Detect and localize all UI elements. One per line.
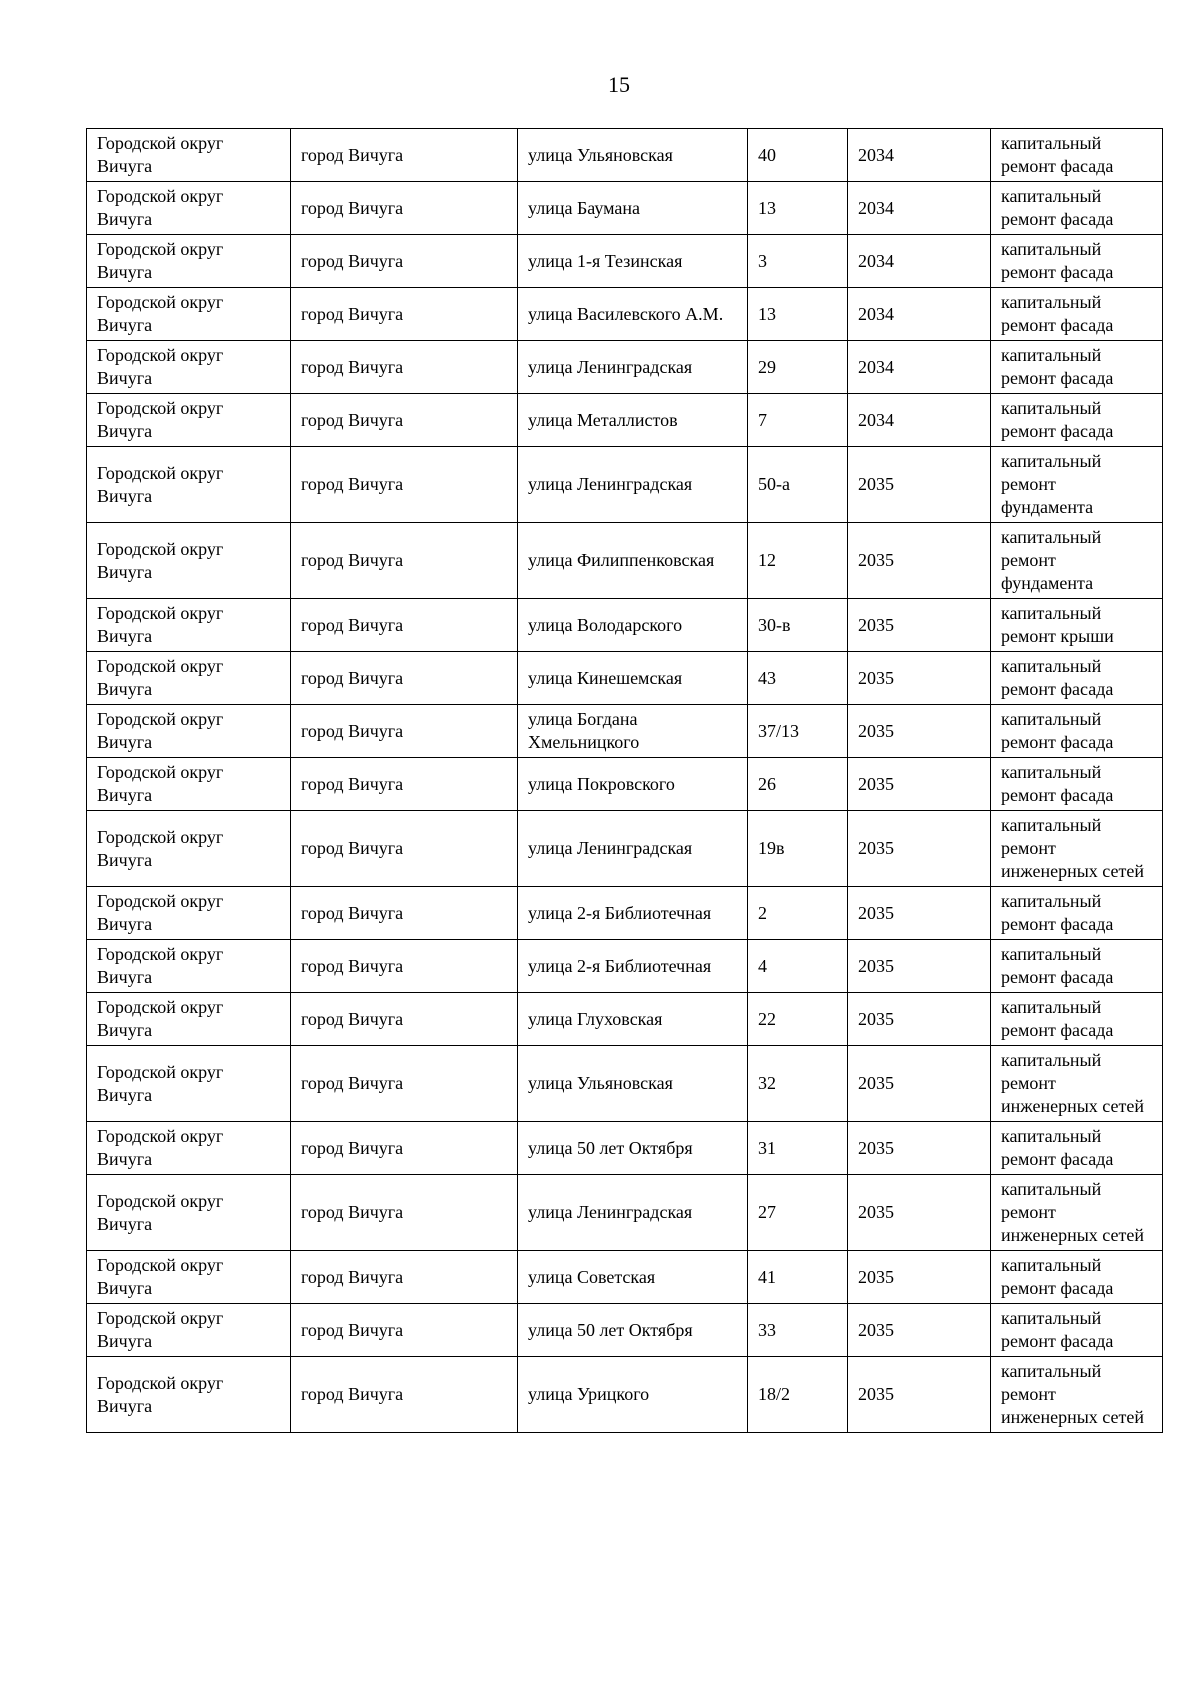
house-number-cell: 12 [748, 523, 848, 599]
district-cell: Городской округ Вичуга [87, 129, 291, 182]
work-type-cell: капитальный ремонт фасада [991, 758, 1163, 811]
year-cell: 2035 [848, 1122, 991, 1175]
work-type-cell: капитальный ремонт фасада [991, 341, 1163, 394]
street-cell: улица 1-я Тезинская [518, 235, 748, 288]
city-cell: город Вичуга [291, 235, 518, 288]
year-cell: 2035 [848, 1046, 991, 1122]
city-cell: город Вичуга [291, 129, 518, 182]
table-row [87, 394, 1163, 447]
district-cell: Городской округ Вичуга [87, 1304, 291, 1357]
city-cell: город Вичуга [291, 705, 518, 758]
work-type-cell: капитальный ремонт инженерных сетей [991, 1175, 1163, 1251]
city-cell: город Вичуга [291, 182, 518, 235]
table-row [87, 652, 1163, 705]
table-row [87, 1304, 1163, 1357]
city-cell: город Вичуга [291, 887, 518, 940]
year-cell: 2035 [848, 1175, 991, 1251]
city-cell: город Вичуга [291, 811, 518, 887]
house-number-cell: 40 [748, 129, 848, 182]
city-cell: город Вичуга [291, 341, 518, 394]
year-cell: 2035 [848, 523, 991, 599]
street-cell: улица Богдана Хмельницкого [518, 705, 748, 758]
street-cell: улица Ленинградская [518, 1175, 748, 1251]
work-type-cell: капитальный ремонт крыши [991, 599, 1163, 652]
table-row [87, 235, 1163, 288]
work-type-cell: капитальный ремонт фасада [991, 1251, 1163, 1304]
work-type-cell: капитальный ремонт фасада [991, 1122, 1163, 1175]
year-cell: 2035 [848, 811, 991, 887]
city-cell: город Вичуга [291, 1175, 518, 1251]
district-cell: Городской округ Вичуга [87, 1122, 291, 1175]
year-cell: 2035 [848, 1304, 991, 1357]
year-cell: 2035 [848, 887, 991, 940]
city-cell: город Вичуга [291, 758, 518, 811]
street-cell: улица Ленинградская [518, 811, 748, 887]
district-cell: Городской округ Вичуга [87, 705, 291, 758]
city-cell: город Вичуга [291, 523, 518, 599]
house-number-cell: 31 [748, 1122, 848, 1175]
house-number-cell: 29 [748, 341, 848, 394]
street-cell: улица Металлистов [518, 394, 748, 447]
city-cell: город Вичуга [291, 394, 518, 447]
district-cell: Городской округ Вичуга [87, 447, 291, 523]
year-cell: 2035 [848, 1251, 991, 1304]
city-cell: город Вичуга [291, 288, 518, 341]
street-cell: улица Филиппенковская [518, 523, 748, 599]
table-row [87, 129, 1163, 182]
street-cell: улица Кинешемская [518, 652, 748, 705]
house-number-cell: 27 [748, 1175, 848, 1251]
work-type-cell: капитальный ремонт фундамента [991, 523, 1163, 599]
repair-schedule-table [86, 128, 1163, 1433]
year-cell: 2035 [848, 993, 991, 1046]
year-cell: 2034 [848, 394, 991, 447]
table-row [87, 993, 1163, 1046]
year-cell: 2034 [848, 235, 991, 288]
street-cell: улица 2-я Библиотечная [518, 887, 748, 940]
street-cell: улица Урицкого [518, 1357, 748, 1433]
house-number-cell: 30-в [748, 599, 848, 652]
district-cell: Городской округ Вичуга [87, 599, 291, 652]
house-number-cell: 4 [748, 940, 848, 993]
year-cell: 2035 [848, 940, 991, 993]
work-type-cell: капитальный ремонт инженерных сетей [991, 811, 1163, 887]
house-number-cell: 3 [748, 235, 848, 288]
street-cell: улица Советская [518, 1251, 748, 1304]
street-cell: улица Баумана [518, 182, 748, 235]
district-cell: Городской округ Вичуга [87, 1357, 291, 1433]
table-row [87, 811, 1163, 887]
table-row [87, 1122, 1163, 1175]
work-type-cell: капитальный ремонт фасада [991, 1304, 1163, 1357]
house-number-cell: 41 [748, 1251, 848, 1304]
street-cell: улица 2-я Библиотечная [518, 940, 748, 993]
city-cell: город Вичуга [291, 940, 518, 993]
work-type-cell: капитальный ремонт фасада [991, 993, 1163, 1046]
table-row [87, 341, 1163, 394]
year-cell: 2034 [848, 129, 991, 182]
table-row [87, 758, 1163, 811]
district-cell: Городской округ Вичуга [87, 1251, 291, 1304]
district-cell: Городской округ Вичуга [87, 993, 291, 1046]
work-type-cell: капитальный ремонт фасада [991, 394, 1163, 447]
street-cell: улица Покровского [518, 758, 748, 811]
year-cell: 2035 [848, 447, 991, 523]
table-row [87, 288, 1163, 341]
house-number-cell: 32 [748, 1046, 848, 1122]
district-cell: Городской округ Вичуга [87, 288, 291, 341]
district-cell: Городской округ Вичуга [87, 394, 291, 447]
year-cell: 2035 [848, 1357, 991, 1433]
district-cell: Городской округ Вичуга [87, 887, 291, 940]
year-cell: 2035 [848, 652, 991, 705]
year-cell: 2034 [848, 182, 991, 235]
district-cell: Городской округ Вичуга [87, 652, 291, 705]
street-cell: улица Ульяновская [518, 129, 748, 182]
street-cell: улица Ульяновская [518, 1046, 748, 1122]
year-cell: 2035 [848, 599, 991, 652]
table-row [87, 1251, 1163, 1304]
page-number: 15 [608, 72, 630, 97]
district-cell: Городской округ Вичуга [87, 811, 291, 887]
table-row [87, 887, 1163, 940]
table-row [87, 940, 1163, 993]
city-cell: город Вичуга [291, 1046, 518, 1122]
city-cell: город Вичуга [291, 993, 518, 1046]
work-type-cell: капитальный ремонт фасада [991, 705, 1163, 758]
work-type-cell: капитальный ремонт фасада [991, 182, 1163, 235]
table-row [87, 1175, 1163, 1251]
house-number-cell: 13 [748, 288, 848, 341]
table-row [87, 1046, 1163, 1122]
table-row [87, 182, 1163, 235]
street-cell: улица Володарского [518, 599, 748, 652]
city-cell: город Вичуга [291, 652, 518, 705]
table-body [87, 129, 1163, 1433]
work-type-cell: капитальный ремонт инженерных сетей [991, 1357, 1163, 1433]
house-number-cell: 22 [748, 993, 848, 1046]
house-number-cell: 26 [748, 758, 848, 811]
work-type-cell: капитальный ремонт фасада [991, 129, 1163, 182]
table-row [87, 599, 1163, 652]
city-cell: город Вичуга [291, 447, 518, 523]
work-type-cell: капитальный ремонт инженерных сетей [991, 1046, 1163, 1122]
house-number-cell: 19в [748, 811, 848, 887]
table-row [87, 523, 1163, 599]
district-cell: Городской округ Вичуга [87, 1046, 291, 1122]
house-number-cell: 37/13 [748, 705, 848, 758]
table-row [87, 1357, 1163, 1433]
work-type-cell: капитальный ремонт фасада [991, 887, 1163, 940]
year-cell: 2035 [848, 705, 991, 758]
street-cell: улица 50 лет Октября [518, 1122, 748, 1175]
house-number-cell: 7 [748, 394, 848, 447]
street-cell: улица Глуховская [518, 993, 748, 1046]
house-number-cell: 2 [748, 887, 848, 940]
street-cell: улица Ленинградская [518, 447, 748, 523]
city-cell: город Вичуга [291, 1357, 518, 1433]
house-number-cell: 33 [748, 1304, 848, 1357]
house-number-cell: 43 [748, 652, 848, 705]
street-cell: улица Ленинградская [518, 341, 748, 394]
work-type-cell: капитальный ремонт фасада [991, 652, 1163, 705]
table-row [87, 705, 1163, 758]
district-cell: Городской округ Вичуга [87, 182, 291, 235]
street-cell: улица Василевского А.М. [518, 288, 748, 341]
house-number-cell: 50-а [748, 447, 848, 523]
work-type-cell: капитальный ремонт фасада [991, 288, 1163, 341]
house-number-cell: 18/2 [748, 1357, 848, 1433]
district-cell: Городской округ Вичуга [87, 523, 291, 599]
city-cell: город Вичуга [291, 1304, 518, 1357]
work-type-cell: капитальный ремонт фасада [991, 235, 1163, 288]
city-cell: город Вичуга [291, 1122, 518, 1175]
district-cell: Городской округ Вичуга [87, 341, 291, 394]
street-cell: улица 50 лет Октября [518, 1304, 748, 1357]
year-cell: 2034 [848, 288, 991, 341]
district-cell: Городской округ Вичуга [87, 758, 291, 811]
district-cell: Городской округ Вичуга [87, 235, 291, 288]
year-cell: 2035 [848, 758, 991, 811]
district-cell: Городской округ Вичуга [87, 1175, 291, 1251]
table-row [87, 447, 1163, 523]
work-type-cell: капитальный ремонт фундамента [991, 447, 1163, 523]
house-number-cell: 13 [748, 182, 848, 235]
work-type-cell: капитальный ремонт фасада [991, 940, 1163, 993]
district-cell: Городской округ Вичуга [87, 940, 291, 993]
year-cell: 2034 [848, 341, 991, 394]
city-cell: город Вичуга [291, 599, 518, 652]
city-cell: город Вичуга [291, 1251, 518, 1304]
